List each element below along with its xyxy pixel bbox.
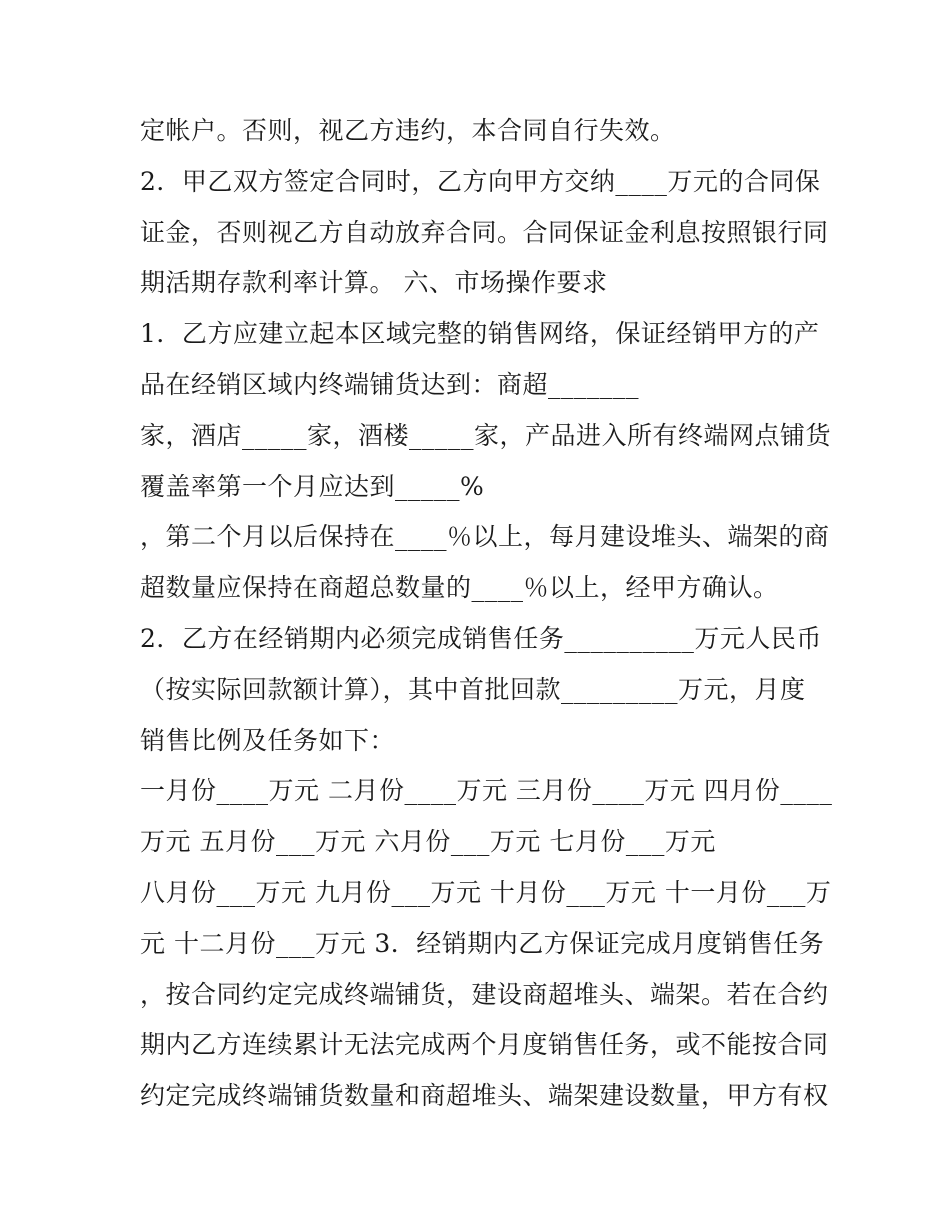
text-line: 八月份___万元 九月份___万元 十月份___万元 十一月份___万 bbox=[140, 877, 832, 907]
text-line: 品在经销区域内终端铺货达到：商超_______ bbox=[140, 369, 640, 399]
text-line: 2．乙方在经销期内必须完成销售任务__________万元人民币 bbox=[140, 623, 822, 653]
text-line: 超数量应保持在商超总数量的____％以上，经甲方确认。 bbox=[140, 573, 779, 603]
text-line: 证金，否则视乙方自动放弃合同。合同保证金利息按照银行同 bbox=[140, 217, 829, 247]
text-line: 期活期存款利率计算。 六、市场操作要求 bbox=[140, 268, 608, 298]
text-line: ，按合同约定完成终端铺货，建设商超堆头、端架。若在合约 bbox=[140, 979, 829, 1009]
text-line: 定帐户。否则，视乙方违约，本合同自行失效。 bbox=[140, 116, 676, 145]
text-line: ，第二个月以后保持在____％以上，每月建设堆头、端架的商 bbox=[140, 522, 830, 552]
text-line: 销售比例及任务如下： bbox=[140, 725, 396, 755]
text-line: 约定完成终端铺货数量和商超堆头、端架建设数量，甲方有权 bbox=[140, 1081, 829, 1111]
text-line: 1．乙方应建立起本区域完整的销售网络，保证经销甲方的产 bbox=[140, 319, 820, 349]
contract-body-text bbox=[140, 106, 833, 1122]
text-line: （按实际回款额计算），其中首批回款_________万元，月度 bbox=[140, 674, 806, 704]
text-line: 期内乙方连续累计无法完成两个月度销售任务，或不能按合同 bbox=[140, 1030, 829, 1060]
text-line: 万元 五月份___万元 六月份___万元 七月份___万元 bbox=[140, 827, 716, 857]
text-line: 家，酒店_____家，酒楼_____家，产品进入所有终端网点铺货 bbox=[140, 420, 832, 450]
text-line: 一月份____万元 二月份____万元 三月份____万元 四月份____ bbox=[140, 776, 833, 806]
text-line: 覆盖率第一个月应达到_____% bbox=[140, 471, 485, 501]
text-line: 元 十二月份___万元 3．经销期内乙方保证完成月度销售任务 bbox=[140, 928, 825, 958]
text-line: 2．甲乙双方签定合同时，乙方向甲方交纳____万元的合同保 bbox=[140, 166, 821, 196]
